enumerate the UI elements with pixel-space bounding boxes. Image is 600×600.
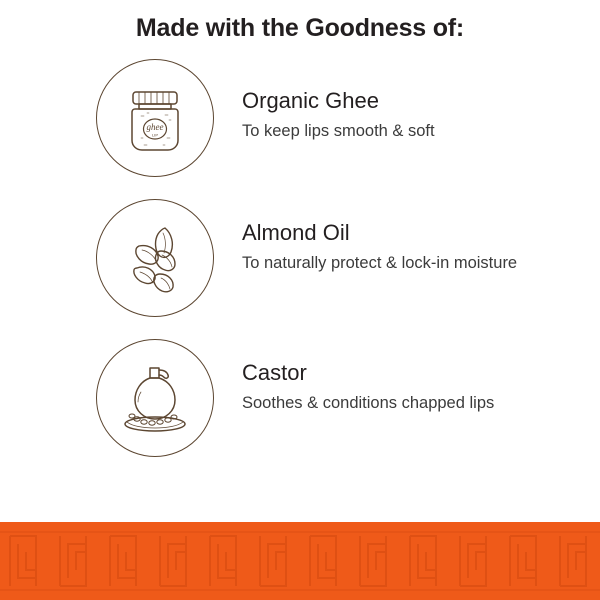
almonds-icon — [103, 206, 207, 310]
ingredient-name: Castor — [242, 360, 307, 385]
ingredient-text — [214, 339, 494, 414]
ingredient-text — [214, 59, 435, 142]
ingredient-badge-almond — [96, 199, 214, 317]
ghee-jar-icon — [103, 66, 207, 170]
list-item — [96, 199, 600, 317]
list-item — [96, 339, 600, 457]
ingredient-badge-castor — [96, 339, 214, 457]
castor-oil-bottle-icon — [103, 346, 207, 450]
ingredient-name: Almond Oil — [242, 220, 350, 245]
ingredient-description: To naturally protect & lock-in moisture — [242, 254, 518, 273]
ingredient-description: To keep lips smooth & soft — [242, 122, 435, 141]
svg-text:ghee: ghee — [146, 122, 164, 132]
list-item — [96, 59, 600, 177]
ingredient-name: Organic Ghee — [242, 88, 379, 113]
ingredient-text — [214, 199, 517, 274]
ingredient-description: Soothes & conditions chapped lips — [242, 394, 495, 413]
svg-text:LIP: LIP — [151, 132, 159, 138]
ingredient-badge-ghee — [96, 59, 214, 177]
ingredient-list — [0, 59, 600, 457]
footer-decorative-band — [0, 522, 600, 600]
page-title: Made with the Goodness of: — [135, 14, 465, 42]
ornamental-pattern-icon — [0, 522, 600, 600]
